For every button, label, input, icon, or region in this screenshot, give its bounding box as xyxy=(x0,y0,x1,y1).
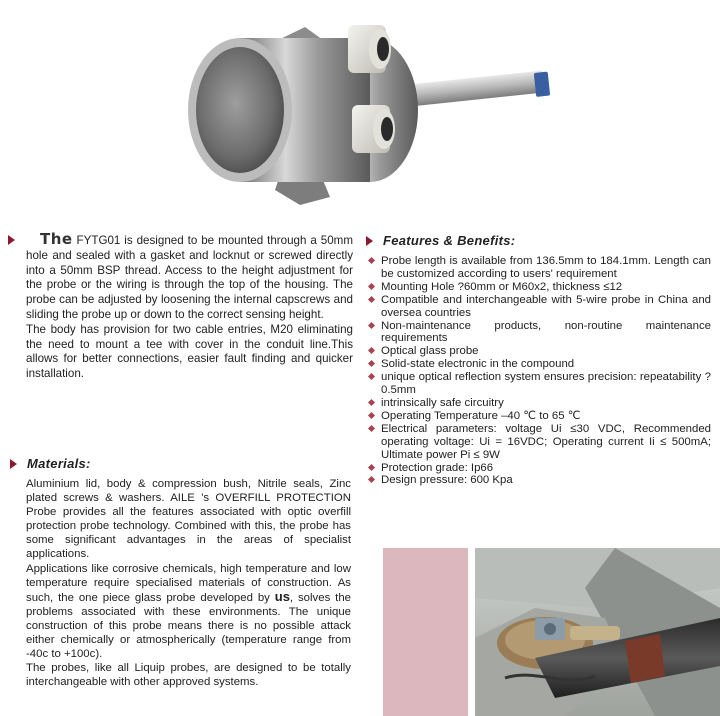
feature-text: Non-maintenance products, non-routine maintenance requirements xyxy=(381,319,711,345)
feature-item xyxy=(368,294,711,320)
materials-us-word: us xyxy=(274,588,290,604)
intro-paragraph-2: The body has provision for two cable entries, M20 eliminating the need to mount a tee with cover in the conduit line.This allows for better connections, easier fault finding and quicker installation. xyxy=(26,322,353,381)
feature-item xyxy=(368,345,711,358)
feature-text: Solid-state electronic in the compound xyxy=(381,358,575,371)
feature-text: unique optical reflection system ensures precision: repeatability ? 0.5mm xyxy=(381,371,711,397)
feature-text: Mounting Hole ?60mm or M60x2, thickness ≤12 xyxy=(381,280,623,293)
bullet-icon xyxy=(10,459,17,469)
features-heading xyxy=(366,233,515,248)
features-heading-text: Features & Benefits: xyxy=(383,233,516,248)
materials-paragraph-2 xyxy=(26,562,351,662)
diamond-bullet-icon xyxy=(368,360,375,367)
diamond-bullet-icon xyxy=(368,476,375,483)
diamond-bullet-icon xyxy=(368,321,375,328)
intro-section xyxy=(8,232,353,382)
feature-item xyxy=(368,397,711,410)
diamond-bullet-icon xyxy=(368,463,375,470)
diamond-bullet-icon xyxy=(368,412,375,419)
intro-paragraph-1: FYTG01 is designed to be mounted through a 50mm hole and sealed with a gasket and locknut or screwed directly into a 50mm BSP thread. Access to the height adjustment for the probe or the wiring is through the top of the housing. The probe can be adjusted by loosening the internal capscrews and sliding the probe up or down to the correct sensing height. xyxy=(26,234,353,321)
bullet-icon xyxy=(8,235,15,245)
feature-text: Design pressure: 600 Kpa xyxy=(381,474,513,487)
feature-item xyxy=(368,410,711,423)
feature-item xyxy=(368,371,711,397)
materials-section xyxy=(26,477,351,689)
feature-text: Compatible and interchangeable with 5-wire probe in China and oversea countries xyxy=(381,293,711,319)
feature-item xyxy=(368,474,711,487)
diamond-bullet-icon xyxy=(368,399,375,406)
feature-item xyxy=(368,358,711,371)
diamond-bullet-icon xyxy=(368,283,375,290)
probe-product-photo xyxy=(180,5,560,215)
materials-heading xyxy=(10,456,91,471)
feature-text: Protection grade: Ip66 xyxy=(381,461,494,474)
feature-text: Operating Temperature –40 ℃ to 65 ℃ xyxy=(381,409,581,422)
feature-text: Optical glass probe xyxy=(381,345,479,358)
feature-text: Electrical parameters: voltage Ui ≤30 VDC, Recommended operating voltage: Ui = 16VDC; Operating current Ii ≤ 500mA; Ultimate power Pi ≤ 9W xyxy=(381,422,711,461)
feature-item xyxy=(368,423,711,462)
materials-paragraph-1: Aluminium lid, body & compression bush, Nitrile seals, Zinc plated screws & washers. AILE 's OVERFILL PROTECTION Probe provides all the features associated with optic overfill protection probe technology. Combined with this, the probe has some significant advantages in the areas of specialist applications. xyxy=(26,478,351,561)
materials-heading-text: Materials: xyxy=(27,456,91,471)
feature-item xyxy=(368,255,711,281)
intro-lead-word: The xyxy=(40,230,73,248)
diamond-bullet-icon xyxy=(368,347,375,354)
diamond-bullet-icon xyxy=(368,257,375,264)
bullet-icon xyxy=(366,236,373,246)
materials-paragraph-2-part1: Applications like corrosive chemicals, high temperature and low temperature require specialised materials of construction. As such, the one piece glass probe developed by xyxy=(26,562,351,604)
feature-item xyxy=(368,320,711,346)
installation-photo xyxy=(475,548,720,716)
materials-paragraph-3: The probes, like all Liquip probes, are designed to be totally interchangeable with other approved systems. xyxy=(26,662,351,689)
feature-item xyxy=(368,462,711,475)
feature-item xyxy=(368,281,711,294)
materials-paragraph-2-part2: , solves the problems associated with these environments. The unique construction of this probe means there is no possible attack either chemically or atmospherically (temperature range from -40c to +100c). xyxy=(26,591,351,661)
diamond-bullet-icon xyxy=(368,373,375,380)
decorative-pink-panel xyxy=(383,548,468,716)
diamond-bullet-icon xyxy=(368,425,375,432)
diamond-bullet-icon xyxy=(368,296,375,303)
feature-text: intrinsically safe circuitry xyxy=(381,396,504,409)
features-list xyxy=(368,255,711,487)
feature-text: Probe length is available from 136.5mm to 184.1mm. Length can be customized according to users' requirement xyxy=(381,255,711,280)
